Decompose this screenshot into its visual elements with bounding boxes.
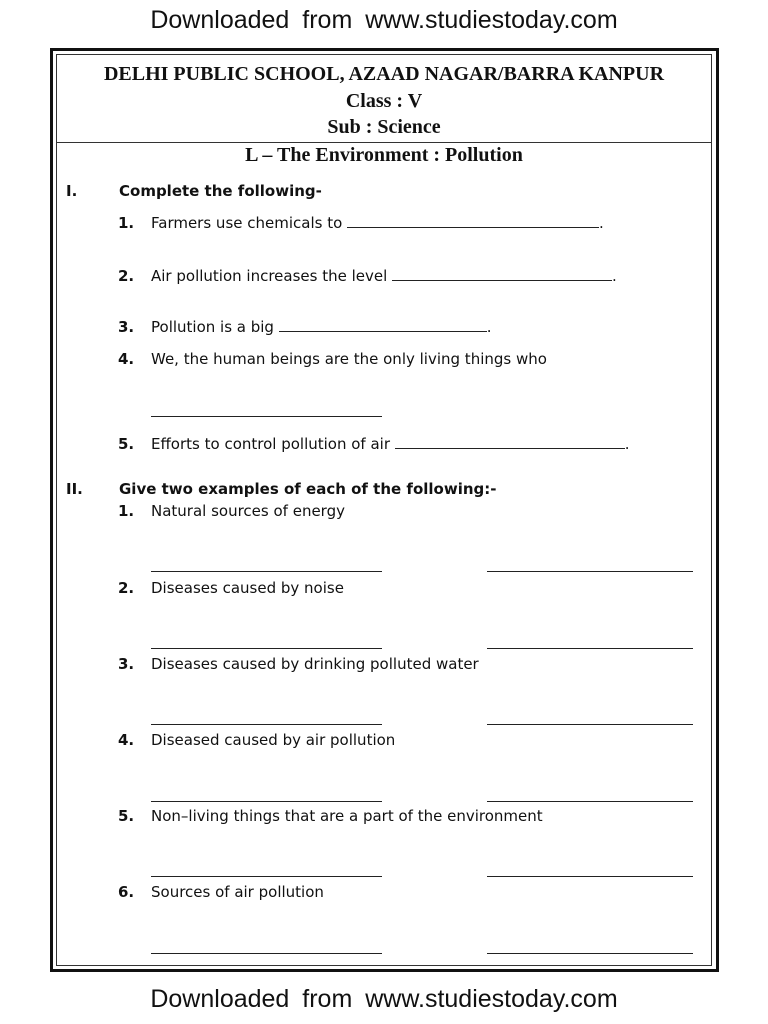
item-number: 3. [118,655,135,673]
question-text: Pollution is a big [151,318,274,336]
answer-blank-left[interactable] [151,801,382,802]
section-2-number: II. [66,480,83,498]
lesson-title: L – The Environment : Pollution [245,144,523,166]
watermark-text: Downloaded from www.studiestoday.com [150,985,618,1013]
answer-blank-right[interactable] [487,648,693,649]
question-2-4: Diseased caused by air pollution [151,731,396,749]
item-number: 5. [118,435,135,453]
school-name: DELHI PUBLIC SCHOOL, AZAAD NAGAR/BARRA KANPUR [103,63,665,85]
item-number: 2. [118,579,135,597]
watermark-text: Downloaded from www.studiestoday.com [150,6,618,34]
watermark-bottom [0,985,768,1014]
answer-blank-left[interactable] [151,953,382,954]
question-2-2: Diseases caused by noise [151,579,344,597]
section-1-number: I. [66,182,78,200]
answer-blank-right[interactable] [487,876,693,877]
answer-blank[interactable] [347,213,599,228]
class-label: Class : V [345,90,423,112]
item-number: 5. [118,807,135,825]
item-number: 3. [118,318,135,336]
answer-blank-right[interactable] [487,724,693,725]
item-number: 1. [118,502,135,520]
watermark-top [0,6,768,35]
question-1-4: We, the human beings are the only living things who [151,350,547,368]
item-number: 6. [118,883,135,901]
question-1-5 [151,434,630,454]
answer-blank[interactable] [395,434,625,449]
item-number: 2. [118,267,135,285]
question-2-5: Non–living things that are a part of the environment [151,807,543,825]
question-end: . [624,435,630,453]
question-end: . [486,318,492,336]
question-2-6: Sources of air pollution [151,883,324,901]
item-number: 4. [118,350,135,368]
question-2-1: Natural sources of energy [151,502,345,520]
question-text: Efforts to control pollution of air [151,435,391,453]
answer-blank[interactable] [151,416,382,417]
answer-blank[interactable] [392,266,612,281]
question-1-3 [151,317,492,337]
answer-blank-left[interactable] [151,571,382,572]
answer-blank-left[interactable] [151,876,382,877]
question-text: Air pollution increases the level [151,267,388,285]
answer-blank-left[interactable] [151,724,382,725]
answer-blank-right[interactable] [487,801,693,802]
question-2-3: Diseases caused by drinking polluted water [151,655,479,673]
question-end: . [599,214,604,232]
answer-blank-right[interactable] [487,571,693,572]
answer-blank[interactable] [279,317,487,332]
answer-blank-right[interactable] [487,953,693,954]
subject-label: Sub : Science [327,116,441,138]
answer-blank-left[interactable] [151,648,382,649]
question-1-2 [151,266,617,286]
question-text: Farmers use chemicals to [151,214,343,232]
section-2-title: Give two examples of each of the following:- [119,480,497,498]
question-end: . [612,267,617,285]
question-1-1 [151,213,604,233]
item-number: 1. [118,214,135,232]
item-number: 4. [118,731,135,749]
section-1-title: Complete the following- [119,182,322,200]
